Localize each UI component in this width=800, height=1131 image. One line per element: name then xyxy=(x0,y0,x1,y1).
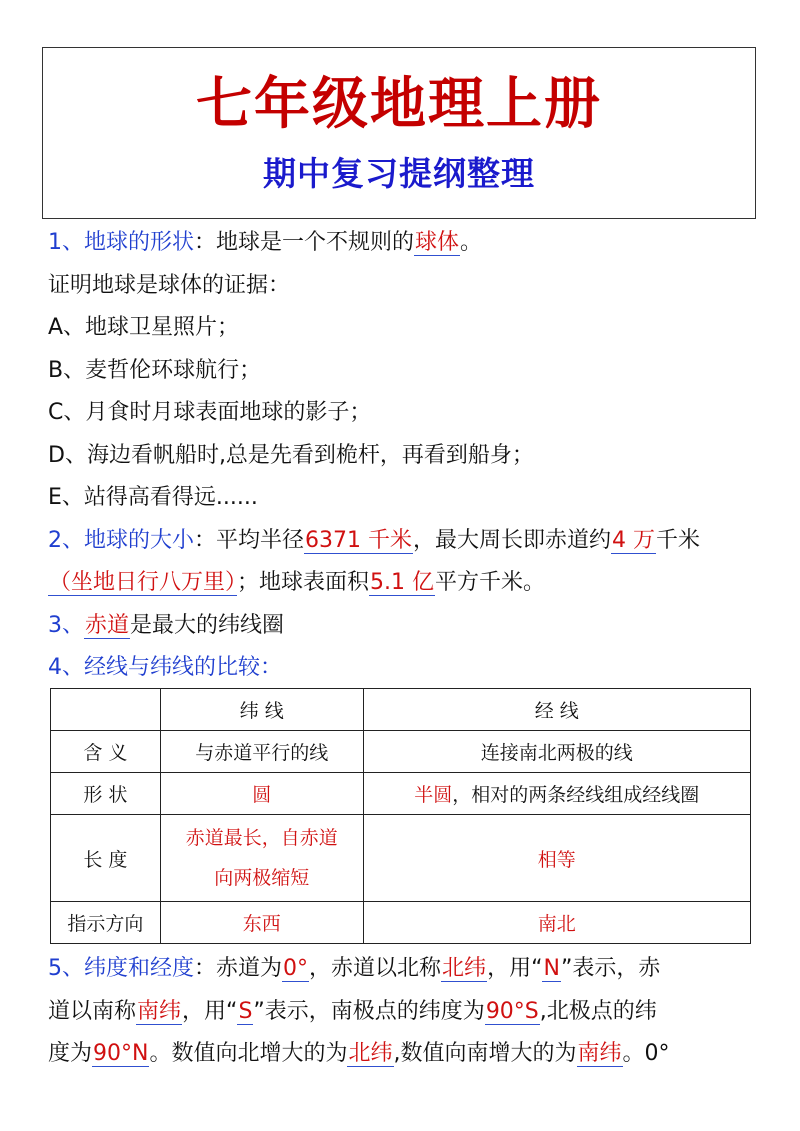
shape-longitude-rest: ，相对的两条经线组成经线圈 xyxy=(452,784,700,806)
cell-length-longitude: 相等 xyxy=(363,815,750,902)
section-5 xyxy=(48,948,758,1076)
table-header-row xyxy=(51,689,751,731)
answer-south-pole: 90°S xyxy=(485,998,539,1024)
cell-meaning-latitude: 与赤道平行的线 xyxy=(160,731,363,773)
section-2-text: 千米 xyxy=(656,527,701,553)
cell-length-latitude xyxy=(160,815,363,902)
section-2-colon: ： xyxy=(194,527,217,553)
section-5-colon: ： xyxy=(194,956,217,981)
section-2-line-2 xyxy=(48,562,758,605)
document-body xyxy=(48,222,758,690)
section-1-text: 地球是一个不规则的 xyxy=(216,230,415,255)
section-5-text: 度为 xyxy=(48,1041,93,1066)
table-row xyxy=(51,815,751,902)
table-row xyxy=(51,731,751,773)
table-row xyxy=(51,902,751,944)
answer-north-pole: 90°N xyxy=(93,1041,149,1066)
column-header-latitude: 纬 线 xyxy=(160,689,363,731)
answer-sphere: 球体 xyxy=(415,230,460,255)
cell-direction-longitude: 南北 xyxy=(363,902,750,944)
section-1-end: 。 xyxy=(460,230,483,255)
section-2-line-1 xyxy=(48,520,758,563)
cell-shape-longitude xyxy=(363,773,750,815)
section-5-line-1 xyxy=(48,948,758,991)
section-1-colon: ： xyxy=(194,230,217,255)
shape-longitude-highlight: 半圆 xyxy=(414,784,453,806)
length-latitude-line-1: 赤道最长，自赤道 xyxy=(185,827,338,849)
page-title: 七年级地理上册 xyxy=(196,72,602,137)
evidence-b: B、麦哲伦环球航行； xyxy=(48,357,262,383)
evidence-d: D、海边看帆船时,总是先看到桅杆，再看到船身； xyxy=(48,442,534,468)
cell-meaning-longitude: 连接南北两极的线 xyxy=(363,731,750,773)
answer-s-symbol: S xyxy=(238,998,253,1024)
section-4-heading: 4、经线与纬线的比较： xyxy=(48,655,282,680)
section-2-text: 平均半径 xyxy=(216,527,305,553)
section-5-text: 。数值向北增大的为 xyxy=(149,1041,348,1066)
evidence-a: A、地球卫星照片； xyxy=(48,315,240,340)
section-5-text: ，用“ xyxy=(487,956,543,981)
row-label-meaning: 含 义 xyxy=(51,731,161,773)
section-5-text: ,数值向南增大的为 xyxy=(393,1041,577,1066)
row-label-length: 长 度 xyxy=(51,815,161,902)
section-5-text: ，用“ xyxy=(182,998,238,1024)
answer-radius: 6371 千米 xyxy=(305,527,413,553)
table-corner-cell xyxy=(51,689,161,731)
cell-shape-latitude: 圆 xyxy=(160,773,363,815)
cell-direction-latitude: 东西 xyxy=(160,902,363,944)
answer-north-increase: 北纬 xyxy=(348,1041,393,1066)
evidence-e: E、站得高看得远...... xyxy=(48,485,258,510)
answer-saying: （坐地日行八万里） xyxy=(49,570,237,595)
section-2-heading: 2、地球的大小 xyxy=(48,527,194,553)
title-box xyxy=(42,47,756,219)
section-2-text: 平方千米。 xyxy=(435,570,546,595)
section-5-text: ”表示，赤 xyxy=(560,956,661,981)
section-5-text: 道以南称 xyxy=(48,998,137,1024)
answer-north-latitude: 北纬 xyxy=(442,956,487,981)
comparison-table xyxy=(50,688,751,944)
section-5-heading: 5、纬度和经度 xyxy=(48,956,194,981)
section-3-text: 是最大的纬线圈 xyxy=(130,612,285,638)
section-5-line-2 xyxy=(48,991,758,1034)
evidence-c: C、月食时月球表面地球的影子； xyxy=(48,400,372,425)
section-2-text: ；地球表面积 xyxy=(237,570,370,595)
section-5-text: ，赤道以北称 xyxy=(309,956,442,981)
row-label-direction: 指示方向 xyxy=(51,902,161,944)
section-1 xyxy=(48,222,758,265)
evidence-intro: 证明地球是球体的证据： xyxy=(48,272,291,298)
section-5-line-3 xyxy=(48,1033,758,1076)
answer-equator-latitude: 0° xyxy=(283,956,309,981)
page-subtitle: 期中复习提纲整理 xyxy=(263,154,535,193)
row-label-shape: 形 状 xyxy=(51,773,161,815)
section-5-text: 赤道为 xyxy=(216,956,283,981)
answer-n-symbol: N xyxy=(543,956,560,981)
section-5-text: 。0° xyxy=(622,1041,670,1066)
answer-equator: 赤道 xyxy=(85,612,130,638)
answer-south-increase: 南纬 xyxy=(577,1041,622,1066)
section-3-number: 3、 xyxy=(48,612,84,638)
answer-surface-area: 5.1 亿 xyxy=(370,570,435,595)
section-5-text: ”表示，南极点的纬度为 xyxy=(253,998,485,1024)
section-3 xyxy=(48,605,758,648)
section-2-text: ，最大周长即赤道约 xyxy=(413,527,612,553)
answer-south-latitude: 南纬 xyxy=(137,998,182,1024)
column-header-longitude: 经 线 xyxy=(363,689,750,731)
length-latitude-line-2: 向两极缩短 xyxy=(214,867,310,889)
answer-circumference: 4 万 xyxy=(612,527,656,553)
table-row xyxy=(51,773,751,815)
section-1-heading: 1、地球的形状 xyxy=(48,230,194,255)
section-5-text: ,北极点的纬 xyxy=(539,998,657,1024)
